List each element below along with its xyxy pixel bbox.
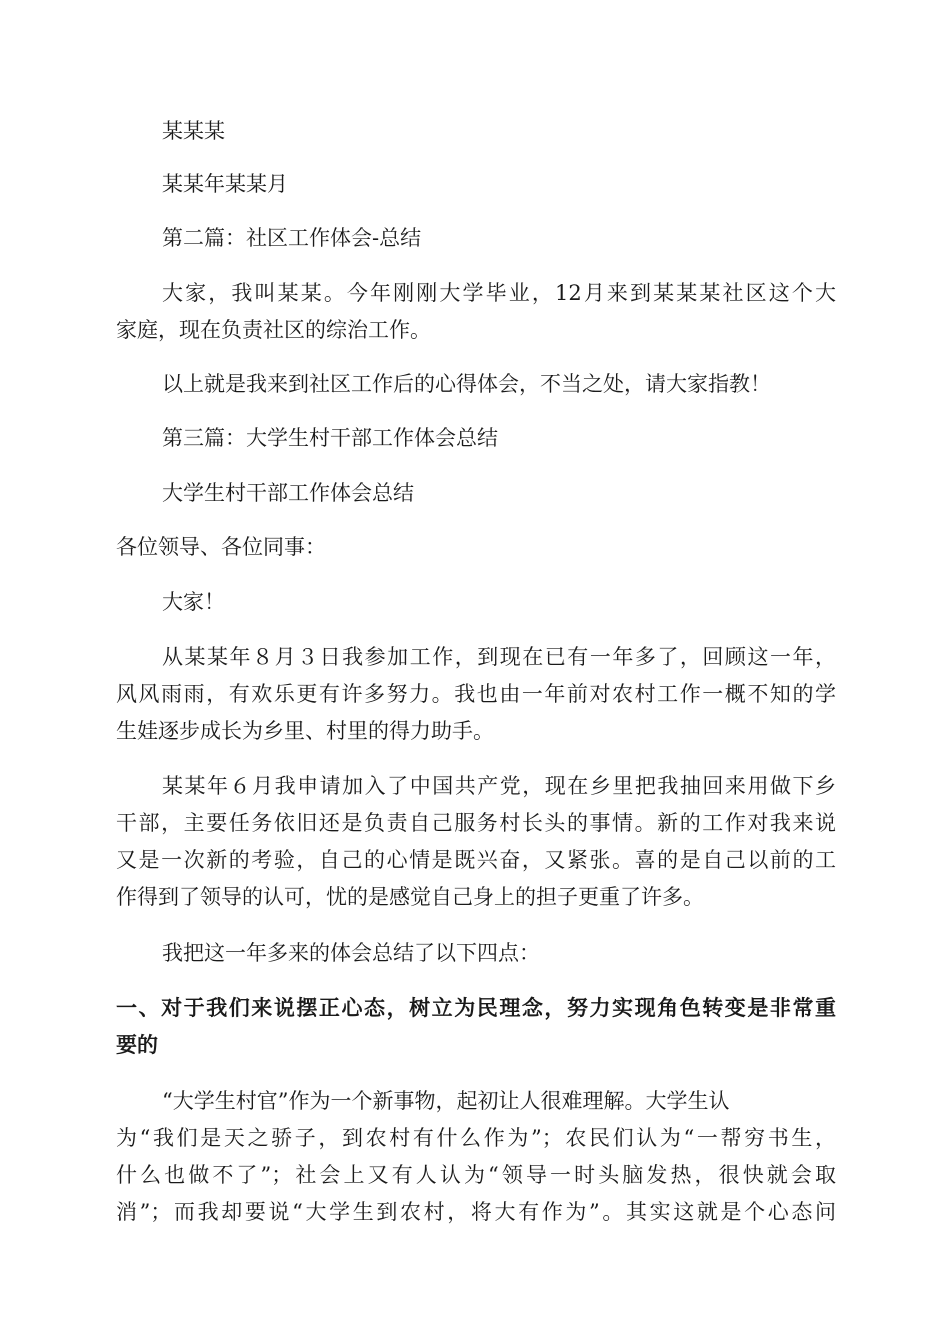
paragraph-line: 为“我们是天之骄子，到农村有什么作为”；农民们认为“一帮穷书生， [116,1126,836,1150]
paragraph-line: 生娃逐步成长为乡里、村里的得力助手。 [116,719,494,743]
salutation: 各位领导、各位同事： [116,535,326,559]
greeting: 大家！ [162,590,225,614]
paragraph-line: 消”；而我却要说“大学生到农村，将大有作为”。其实这就是个心态问 [116,1200,836,1224]
paragraph-line: 大家，我叫某某。今年刚刚大学毕业，12月来到某某某社区这个大 [162,281,836,305]
paragraph-line: “大学生村官”作为一个新事物，起初让人很难理解。大学生认 [162,1089,730,1113]
paragraph-line: 干部，主要任务依旧还是负责自己服务村长头的事情。新的工作对我来说 [116,811,836,835]
signature-date: 某某年某某月 [162,172,288,196]
signature-name: 某某某 [162,119,225,143]
paragraph-line: 从某某年８月３日我参加工作，到现在已有一年多了，回顾这一年， [162,645,836,669]
paragraph-line: 以上就是我来到社区工作后的心得体会，不当之处，请大家指教！ [162,372,771,396]
paragraph-line: 家庭，现在负责社区的综治工作。 [116,318,431,342]
section-heading-3: 第三篇：大学生村干部工作体会总结 [162,426,498,450]
paragraph-line: 又是一次新的考验，自己的心情是既兴奋，又紧张。喜的是自己以前的工 [116,848,836,872]
subheading: 一、对于我们来说摆正心态，树立为民理念，努力实现角色转变是非常重 [116,996,836,1020]
paragraph-line: 风风雨雨，有欢乐更有许多努力。我也由一年前对农村工作一概不知的学 [116,682,836,706]
document-title: 大学生村干部工作体会总结 [162,481,414,505]
subheading: 要的 [116,1033,158,1057]
section-heading-2: 第二篇：社区工作体会-总结 [162,226,422,250]
paragraph-line: 什么也做不了”；社会上又有人认为“领导一时头脑发热，很快就会取 [116,1163,836,1187]
paragraph-line: 我把这一年多来的体会总结了以下四点： [162,941,540,965]
paragraph-line: 某某年６月我申请加入了中国共产党，现在乡里把我抽回来用做下乡 [162,774,836,798]
paragraph-line: 作得到了领导的认可，忧的是感觉自己身上的担子更重了许多。 [116,885,704,909]
